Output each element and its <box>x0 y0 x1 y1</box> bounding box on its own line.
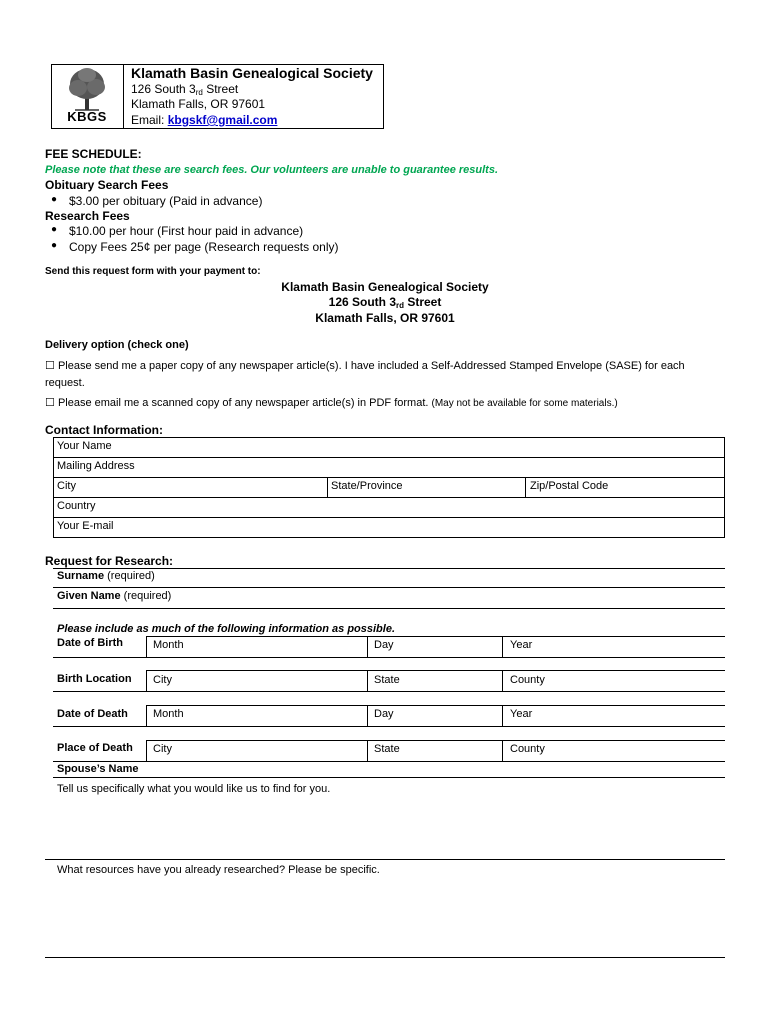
date-of-death-label: Date of Death <box>57 708 128 720</box>
mailing-address-field[interactable]: Mailing Address <box>57 460 135 472</box>
logo <box>51 64 124 129</box>
death-city-field[interactable]: City <box>153 743 172 755</box>
city-field[interactable]: City <box>57 480 76 492</box>
place-of-death-label: Place of Death <box>57 742 133 754</box>
bullet-icon: ● <box>51 224 58 235</box>
send-city: Klamath Falls, OR 97601 <box>315 311 455 325</box>
birth-state-field[interactable]: State <box>374 674 400 686</box>
spouse-name-field[interactable]: Spouse’s Name <box>57 763 139 775</box>
research-note: Please include as much of the following information as possible. <box>57 623 396 635</box>
zip-postal-field[interactable]: Zip/Postal Code <box>530 480 609 492</box>
your-email-field[interactable]: Your E-mail <box>57 520 114 532</box>
birth-county-field[interactable]: County <box>510 674 545 686</box>
tell-us-field[interactable]: Tell us specifically what you would like us to find for you. <box>57 783 331 795</box>
delivery-heading: Delivery option (check one) <box>45 339 189 351</box>
obituary-fees-heading: Obituary Search Fees <box>45 178 169 192</box>
birth-location-label: Birth Location <box>57 673 132 685</box>
dob-day-field[interactable]: Day <box>374 639 394 651</box>
delivery-option-paper[interactable]: ☐ Please send me a paper copy of any newspaper article(s). I have included a Self-Addressed Stamped Envelope (SASE) for each <box>45 360 685 372</box>
email-line: Email: kbgskf@gmail.com <box>131 113 278 127</box>
bullet-icon: ● <box>51 194 58 205</box>
date-of-birth-label: Date of Birth <box>57 637 123 649</box>
dod-month-field[interactable]: Month <box>153 708 184 720</box>
fee-note: Please note that these are search fees. Our volunteers are unable to guarantee results. <box>45 164 499 176</box>
checkbox-icon[interactable]: ☐ <box>45 397 55 409</box>
tree-icon <box>51 66 123 112</box>
research-heading: Request for Research: <box>45 554 174 568</box>
email-link[interactable]: kbgskf@gmail.com <box>167 113 278 127</box>
birth-city-field[interactable]: City <box>153 674 172 686</box>
your-name-field[interactable]: Your Name <box>57 440 112 452</box>
dod-year-field[interactable]: Year <box>510 708 533 720</box>
bullet-icon: ● <box>51 240 58 251</box>
address-line2: Klamath Falls, OR 97601 <box>131 97 266 111</box>
death-county-field[interactable]: County <box>510 743 545 755</box>
delivery-option-paper-cont: request. <box>45 377 85 389</box>
country-field[interactable]: Country <box>57 500 96 512</box>
dob-month-field[interactable]: Month <box>153 639 184 651</box>
research-fees-heading: Research Fees <box>45 209 130 223</box>
checkbox-icon[interactable]: ☐ <box>45 360 55 372</box>
death-state-field[interactable]: State <box>374 743 400 755</box>
send-street: 126 South 3rd Street <box>328 295 442 310</box>
resources-field[interactable]: What resources have you already researched? Please be specific. <box>57 864 380 876</box>
delivery-option-email[interactable]: ☐ Please email me a scanned copy of any newspaper article(s) in PDF format. (May not be available for some materials.) <box>45 397 618 409</box>
given-name-field[interactable]: Given Name (required) <box>57 590 172 602</box>
dob-year-field[interactable]: Year <box>510 639 533 651</box>
send-org-name: Klamath Basin Genealogical Society <box>281 280 489 294</box>
address-line1: 126 South 3rd Street <box>131 82 239 97</box>
send-instruction: Send this request form with your payment to: <box>45 266 261 277</box>
org-name: Klamath Basin Genealogical Society <box>131 65 373 81</box>
fee-schedule-title: FEE SCHEDULE: <box>45 147 142 161</box>
state-province-field[interactable]: State/Province <box>331 480 403 492</box>
contact-heading: Contact Information: <box>45 423 163 437</box>
surname-field[interactable]: Surname (required) <box>57 570 155 582</box>
dod-day-field[interactable]: Day <box>374 708 394 720</box>
logo-text: KBGS <box>67 109 107 124</box>
